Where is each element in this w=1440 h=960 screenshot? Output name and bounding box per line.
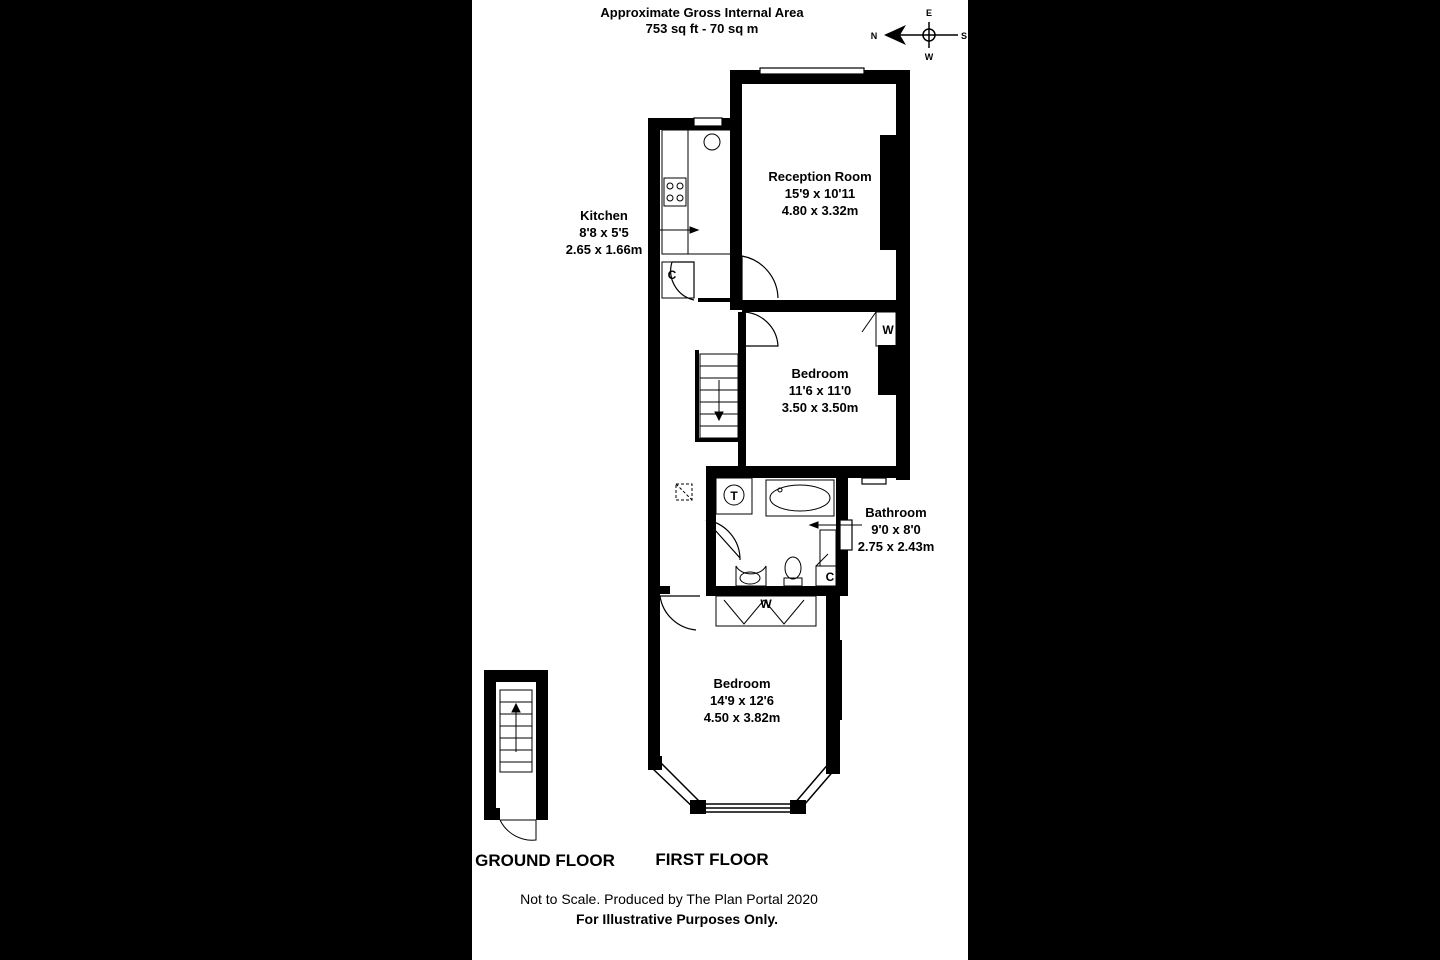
tank-label: T [730,489,738,503]
wardrobe-bed2-label: W [760,597,772,611]
hob-icon [664,178,686,206]
hall-storage-icon [676,484,692,500]
wardrobe-bed1-label: W [882,323,894,337]
compass-s: S [960,31,968,41]
label-kitchen [566,208,643,257]
ground-floor-stairs [500,690,536,840]
kitchen-metric: 2.65 x 1.66m [565,242,643,257]
bedroom1-metric: 3.50 x 3.50m [781,400,859,415]
reception-name: Reception Room [768,169,872,184]
footer-line1: Not to Scale. Produced by The Plan Portal 2020 [520,891,818,907]
label-bedroom2 [704,676,781,725]
footer-line2: For Illustrative Purposes Only. [575,911,779,927]
stairs [700,354,738,438]
kitchen-cupboard-label: C [667,268,677,282]
bathroom-metric: 2.75 x 2.43m [857,539,935,554]
kitchen-fittings [662,130,738,254]
bathroom-name: Bathroom [865,505,927,520]
hall-wall-lower [648,580,660,760]
area-title: Approximate Gross Internal Area [600,5,804,20]
doors [660,256,778,630]
bathroom-imperial: 9'0 x 8'0 [871,522,921,537]
bedroom2-metric: 4.50 x 3.82m [703,710,781,725]
reception-imperial: 15'9 x 10'11 [784,186,856,201]
bedroom1-name: Bedroom [791,366,849,381]
bay-window [652,762,836,812]
ground-floor-title: GROUND FLOOR [475,851,615,870]
bedroom2-imperial: 14'9 x 12'6 [709,693,775,708]
bedroom1-imperial: 11'6 x 11'0 [788,383,852,398]
sink-icon [704,134,720,150]
reception-metric: 4.80 x 3.32m [781,203,859,218]
label-bathroom [858,505,935,554]
label-reception [768,169,871,218]
compass-e: E [925,8,933,18]
label-bedroom1 [782,366,859,415]
area-value: 753 sq ft - 70 sq m [645,21,759,36]
compass-icon [871,8,967,62]
first-floor-title: FIRST FLOOR [655,850,769,869]
compass-n: N [870,31,878,41]
compass-w: W [924,52,934,62]
kitchen-name: Kitchen [580,208,628,223]
bath-cupboard-label: C [825,570,835,584]
kitchen-imperial: 8'8 x 5'5 [579,225,629,240]
bedroom2-name: Bedroom [713,676,771,691]
